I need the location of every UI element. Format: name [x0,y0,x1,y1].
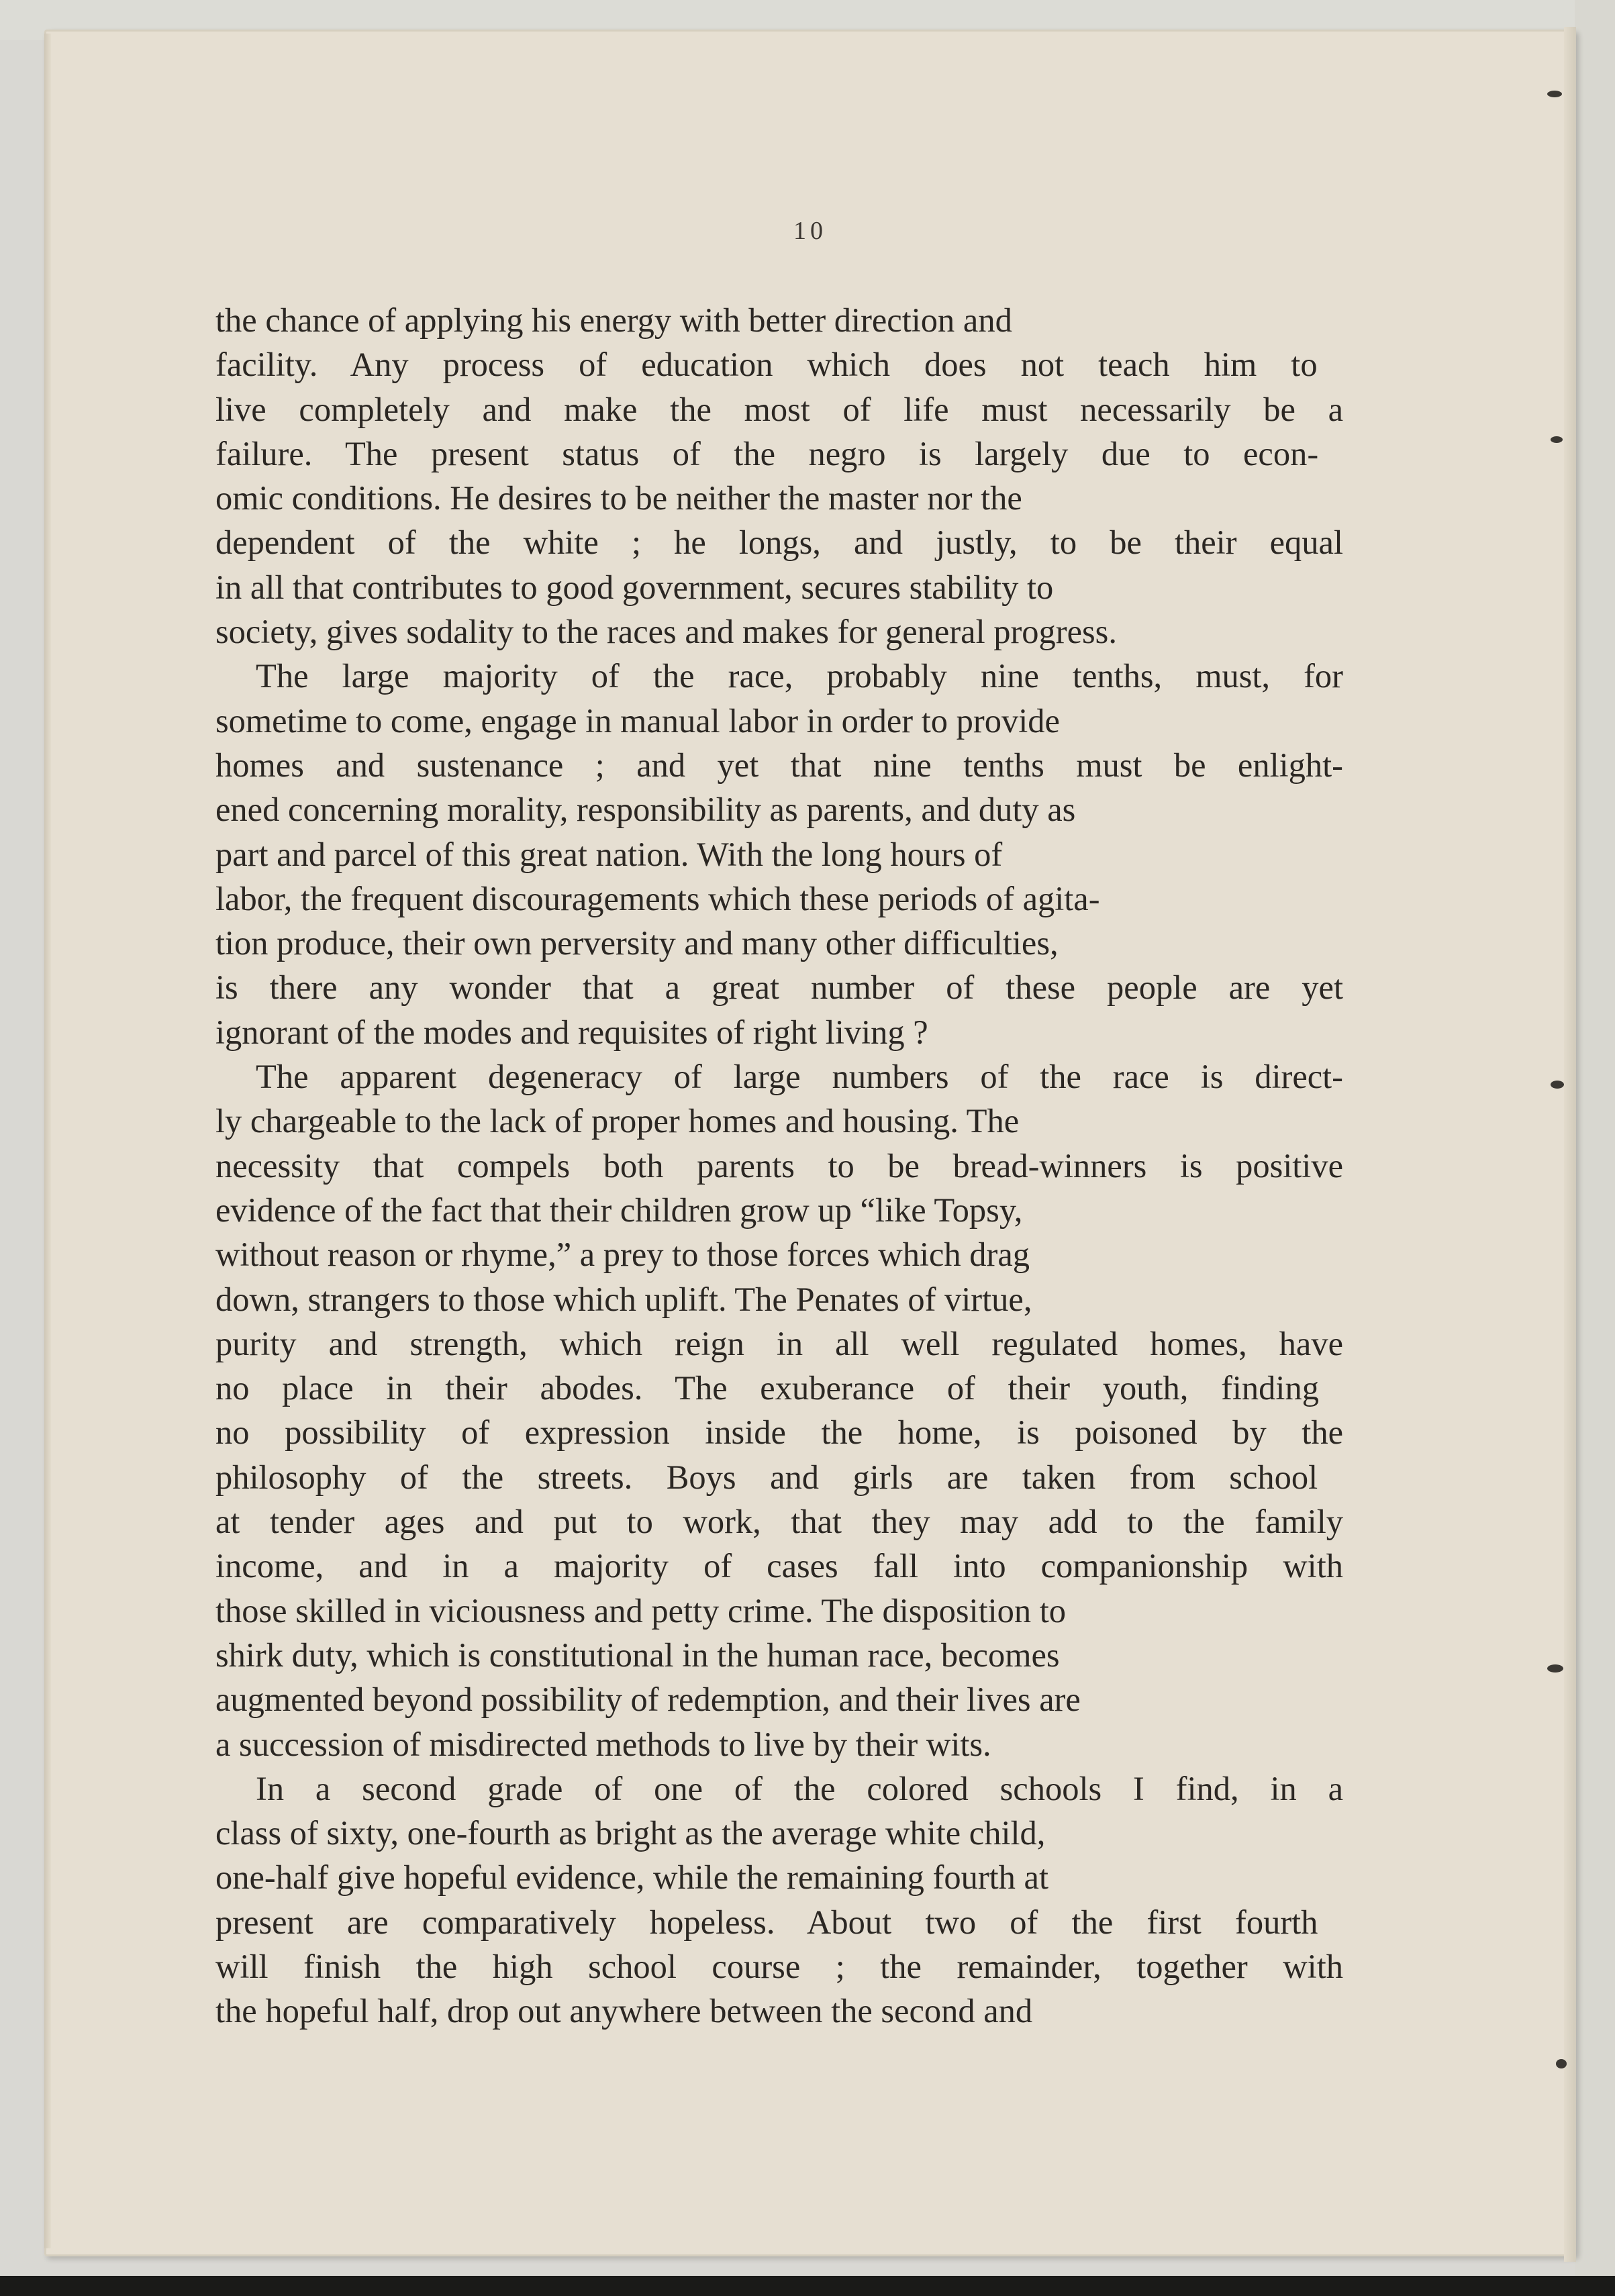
text-line: no place in their abodes. The exuberance of their youth, finding [215,1369,1319,1407]
text-line: the chance of applying his energy with better direction and [215,301,1012,339]
page-edge-left [44,34,51,2248]
text-line: homes and sustenance ; and yet that nine tenths must be enlight- [215,746,1343,784]
text-line: In a second grade of one of the colored schools I find, in a [256,1769,1343,1807]
text-line: class of sixty, one-fourth as bright as the average white child, [215,1814,1046,1852]
text-line: no possibility of expression inside the home, is poisoned by the [215,1413,1343,1452]
text-line: philosophy of the streets. Boys and girls are taken from school [215,1458,1318,1496]
body-text [215,298,1343,2034]
text-line: shirk duty, which is constitutional in the human race, becomes [215,1636,1060,1674]
text-line: The large majority of the race, probably nine tenths, must, for [256,657,1343,695]
book-page [44,30,1576,2256]
text-line: one-half give hopeful evidence, while the remaining fourth at [215,1858,1048,1897]
bottom-bar [0,2276,1615,2296]
page-edge-right [1564,27,1576,2262]
text-line: live completely and make the most of life must necessarily be a [215,390,1343,428]
text-line: the hopeful half, drop out anywhere between the second and [215,1992,1033,2030]
text-line: purity and strength, which reign in all well regulated homes, have [215,1324,1343,1362]
text-line: The apparent degeneracy of large numbers of the race is direct- [256,1058,1343,1096]
text-line: facility. Any process of education which does not teach him to [215,346,1318,384]
text-line: necessity that compels both parents to be bread-winners is positive [215,1146,1343,1185]
text-line: down, strangers to those which uplift. The Penates of virtue, [215,1280,1032,1318]
backdrop-right [1575,0,1615,2296]
text-line: those skilled in viciousness and petty crime. The disposition to [215,1591,1067,1630]
text-line: augmented beyond possibility of redemption, and their lives are [215,1681,1081,1719]
text-line: without reason or rhyme,” a prey to those forces which drag [215,1236,1030,1274]
text-line: ignorant of the modes and requisites of right living ? [215,1013,928,1051]
margin-speck [1547,1664,1563,1673]
text-line: labor, the frequent discouragements which these periods of agita- [215,879,1100,917]
text-line: present are comparatively hopeless. About two of the first fourth [215,1903,1318,1941]
page-number: 10 [793,217,827,245]
text-line: sometime to come, engage in manual labor in order to provide [215,701,1060,740]
margin-speck [1556,2059,1567,2068]
text-line: a succession of misdirected methods to live by their wits. [215,1725,991,1763]
text-line: society, gives sodality to the races and makes for general progress. [215,613,1117,651]
text-line: in all that contributes to good government, secures stability to [215,568,1054,606]
text-line: part and parcel of this great nation. With the long hours of [215,835,1003,873]
margin-speck [1551,436,1563,443]
margin-speck [1547,91,1562,97]
text-line: dependent of the white ; he longs, and justly, to be their equal [215,523,1343,562]
text-line: failure. The present status of the negro is largely due to econ- [215,434,1319,472]
text-line: omic conditions. He desires to be neither the master nor the [215,479,1022,517]
text-line: ened concerning morality, responsibility as parents, and duty as [215,791,1076,829]
text-line: tion produce, their own perversity and many other difficulties, [215,924,1059,962]
text-line: income, and in a majority of cases fall into companionship with [215,1547,1343,1585]
text-line: will finish the high school course ; the remainder, together with [215,1947,1343,1985]
text-line: evidence of the fact that their children grow up “like Topsy, [215,1191,1023,1229]
text-line: ly chargeable to the lack of proper homes and housing. The [215,1102,1020,1140]
text-line: is there any wonder that a great number of these people are yet [215,968,1343,1007]
text-line: at tender ages and put to work, that they may add to the family [215,1503,1343,1541]
margin-speck [1551,1081,1564,1089]
